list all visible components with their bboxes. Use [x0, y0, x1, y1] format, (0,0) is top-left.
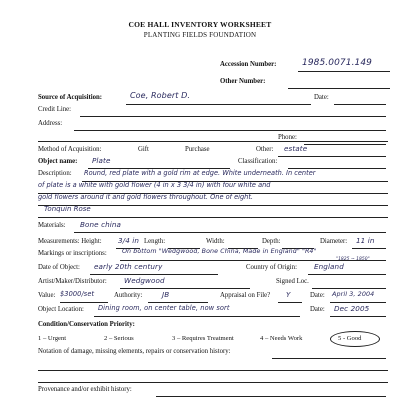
address-label: Address: — [38, 120, 63, 127]
value-value[interactable]: $3000/set — [60, 290, 95, 298]
description-label: Description: — [38, 170, 72, 177]
notation-line-2[interactable] — [38, 370, 388, 371]
phone-label: Phone: — [278, 134, 297, 141]
method-gift[interactable]: Gift — [138, 146, 149, 153]
country-label: Country of Origin: — [246, 264, 297, 271]
source-value[interactable]: Coe, Robert D. — [130, 91, 191, 100]
location-label: Object Location: — [38, 306, 84, 313]
object-name-label: Object name: — [38, 158, 78, 165]
authority-label: Authority: — [114, 292, 143, 299]
condition-option-4[interactable]: 4 – Needs Work — [260, 335, 303, 342]
width-label: Width: — [206, 238, 225, 245]
description-text-3[interactable]: gold flowers around it and gold flowers throughout. One of eight. — [38, 193, 254, 201]
method-other-line — [278, 156, 386, 157]
description-text-4[interactable]: Tonquin Rose — [44, 205, 91, 213]
method-other-value[interactable]: estate — [284, 144, 308, 153]
artist-value[interactable]: Wedgwood — [124, 276, 165, 285]
location-date-label: Date: — [310, 306, 325, 313]
source-date-label: Date: — [314, 94, 329, 101]
condition-selected-circle — [330, 331, 380, 347]
materials-line — [74, 232, 386, 233]
condition-option-5[interactable]: 5 - Good — [338, 335, 362, 342]
provenance-line[interactable] — [156, 396, 386, 397]
markings-label: Markings or inscriptions: — [38, 250, 107, 257]
notation-line-1[interactable] — [272, 358, 386, 359]
signed-line[interactable] — [312, 288, 386, 289]
depth-label: Depth: — [262, 238, 281, 245]
appraisal-date-line — [330, 302, 386, 303]
authority-line — [148, 302, 208, 303]
form-title: COE HALL INVENTORY WORKSHEET — [128, 20, 272, 29]
accession-label: Accession Number: — [220, 61, 277, 68]
source-date-line[interactable] — [334, 104, 386, 105]
height-label: Measurements: Height: — [38, 238, 102, 245]
materials-label: Materials: — [38, 222, 66, 229]
diameter-label: Diameter: — [320, 238, 348, 245]
description-line-4 — [38, 217, 388, 218]
date-object-line — [90, 274, 218, 275]
artist-label: Artist/Maker/Distributor: — [38, 278, 107, 285]
notation-line-3[interactable] — [38, 382, 388, 383]
accession-line — [298, 71, 390, 72]
condition-option-3[interactable]: 3 – Requires Treatment — [172, 335, 234, 342]
source-label: Source of Acquisition: — [38, 94, 103, 101]
markings-note: "1825 ~ 1850" — [336, 257, 370, 262]
accession-value[interactable]: 1985.0071.149 — [302, 58, 373, 68]
diameter-value[interactable]: 11 in — [356, 236, 375, 245]
diameter-line — [352, 248, 386, 249]
location-value[interactable]: Dining room, on center table, now sort — [98, 304, 230, 312]
notation-label: Notation of damage, missing elements, repairs or conservation history: — [38, 348, 231, 355]
classification-label: Classification: — [238, 158, 278, 165]
location-date-line — [330, 316, 386, 317]
condition-option-2[interactable]: 2 – Serious — [104, 335, 134, 342]
phone-line[interactable] — [304, 144, 386, 145]
condition-option-1[interactable]: 1 – Urgent — [38, 335, 67, 342]
address-line[interactable] — [74, 130, 386, 131]
value-label: Value: — [38, 292, 56, 299]
height-value[interactable]: 3/4 in — [118, 236, 140, 245]
method-purchase[interactable]: Purchase — [185, 146, 210, 153]
appraisal-date-label: Date: — [310, 292, 325, 299]
appraisal-line — [278, 302, 302, 303]
location-line — [94, 316, 300, 317]
location-date-value[interactable]: Dec 2005 — [334, 304, 370, 313]
credit-line[interactable] — [80, 116, 386, 117]
appraisal-label: Appraisal on File? — [220, 292, 271, 299]
date-object-label: Date of Object: — [38, 264, 80, 271]
appraisal-value[interactable]: Y — [286, 290, 291, 299]
provenance-label: Provenance and/or exhibit history: — [38, 386, 132, 393]
other-number-label: Other Number: — [220, 78, 266, 85]
other-number-line[interactable] — [288, 88, 390, 89]
appraisal-date-value[interactable]: April 3, 2004 — [332, 290, 375, 298]
description-text-1[interactable]: Round, red plate with a gold rim at edge. White underneath. In center — [84, 169, 316, 177]
country-line — [308, 274, 386, 275]
value-line — [60, 302, 108, 303]
authority-value[interactable]: JB — [162, 290, 170, 299]
artist-line — [120, 288, 250, 289]
condition-heading: Condition/Conservation Priority: — [38, 321, 135, 328]
materials-value[interactable]: Bone china — [80, 220, 122, 229]
date-object-value[interactable]: early 20th century — [94, 262, 163, 271]
source-line — [126, 104, 311, 105]
signed-label: Signed Loc. — [276, 278, 309, 285]
length-label: Length: — [144, 238, 166, 245]
method-label: Method of Acquisition: — [38, 146, 102, 153]
object-name-value[interactable]: Plate — [92, 156, 111, 165]
form-subtitle: PLANTING FIELDS FOUNDATION — [143, 31, 257, 39]
description-text-2[interactable]: of plate is a white with gold flower (4 in x 3 3/4 in) with four white and — [38, 181, 271, 189]
credit-label: Credit Line: — [38, 106, 72, 113]
markings-value[interactable]: On bottom "Wedgwood, Bone China, Made in England" "R4" — [122, 248, 317, 255]
country-value[interactable]: England — [314, 262, 344, 271]
method-other-label: Other: — [256, 146, 274, 153]
